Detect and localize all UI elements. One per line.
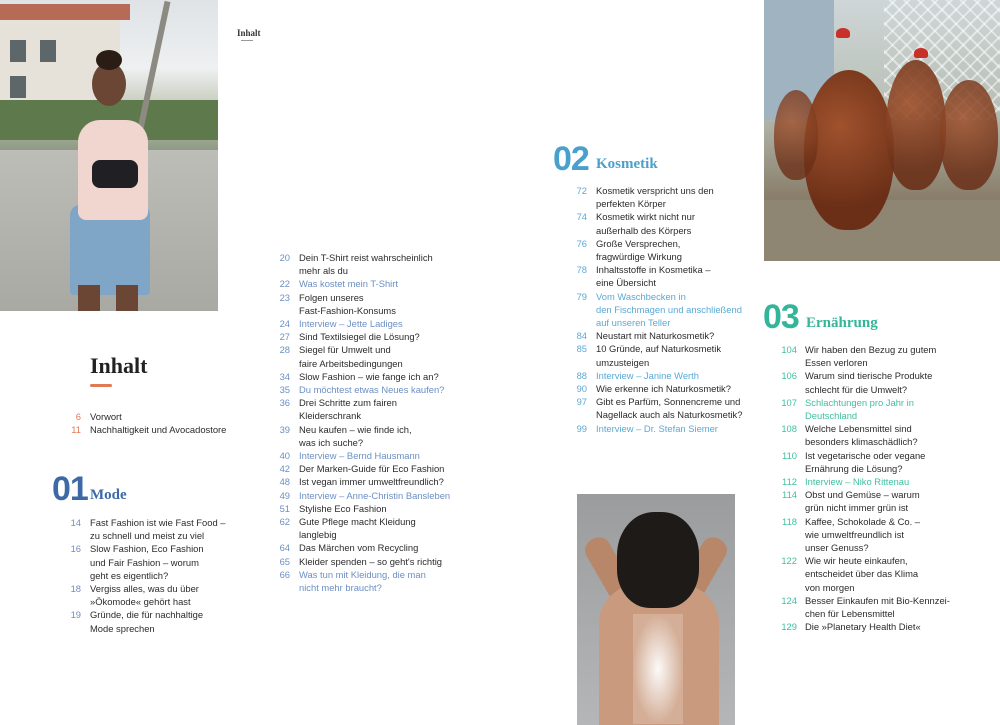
toc-entry-text: Obst und Gemüse – warum grün nicht immer grün ist: [805, 489, 920, 514]
toc-page-number: 124: [781, 594, 797, 606]
toc-entry: [270, 251, 460, 277]
toc-entry: [567, 342, 757, 368]
toc-entry: [770, 369, 970, 395]
toc-entry: [60, 423, 230, 436]
toc-entry-text: Inhaltsstoffe in Kosmetika – eine Übersicht: [596, 264, 711, 289]
running-head-rule: [241, 40, 253, 41]
section-title-mode: Mode: [90, 487, 127, 503]
toc-entry-text: Was kostet mein T-Shirt: [299, 278, 398, 290]
toc-page-number: 72: [576, 185, 587, 196]
toc-entry: [60, 410, 230, 423]
toc-entry: [567, 263, 757, 289]
toc-entry: [567, 237, 757, 263]
toc-entry: [567, 329, 757, 342]
toc-page-number: 48: [279, 476, 290, 488]
toc-entry: [270, 502, 460, 515]
toc-entry: [270, 555, 460, 568]
toc-page-number: 51: [279, 502, 290, 514]
toc-page-number: 28: [279, 344, 290, 356]
toc-entry: [270, 277, 460, 290]
toc-page-number: 88: [576, 369, 587, 381]
toc-entry: [270, 330, 460, 343]
toc-entry: [270, 343, 460, 369]
toc-page-number: 90: [576, 383, 587, 395]
toc-entry: [770, 449, 970, 475]
toc-entry-text: Was tun mit Kleidung, die man nicht mehr braucht?: [299, 568, 426, 594]
toc-entry: [270, 449, 460, 462]
shower-photo: [577, 494, 735, 725]
section-title-kosmetik: Kosmetik: [596, 156, 658, 172]
toc-entry-text: Wie wir heute einkaufen, entscheidet über das Klima von morgen: [805, 555, 919, 593]
toc-entry-text: Stylishe Eco Fashion: [299, 502, 387, 514]
toc-page-number: 39: [279, 423, 290, 435]
toc-page-number: 27: [279, 331, 290, 343]
toc-entry: [770, 515, 970, 555]
toc-entry-text: Kosmetik verspricht uns den perfekten Körper: [596, 185, 714, 210]
toc-entry: [770, 422, 970, 448]
title-accent-bar: [90, 384, 112, 387]
intro-list: [60, 410, 230, 436]
toc-entry-text: Gute Pflege macht Kleidung langlebig: [299, 516, 416, 541]
mode-list-continued: [270, 251, 460, 594]
toc-entry: [770, 396, 970, 422]
toc-entry: [270, 317, 460, 330]
toc-page-number: 36: [279, 397, 290, 409]
toc-entry-text: Neu kaufen – wie finde ich, was ich suche?: [299, 423, 412, 448]
toc-page-number: 107: [781, 396, 797, 408]
toc-entry: [270, 370, 460, 383]
section-number-kosmetik: 02: [553, 140, 589, 178]
toc-page-number: 79: [576, 290, 587, 302]
toc-page-number: 6: [75, 411, 81, 422]
toc-entry-text: Interview – Jette Ladiges: [299, 318, 403, 330]
toc-page-number: 104: [781, 344, 797, 355]
toc-page-number: 85: [576, 343, 587, 355]
toc-entry-text: Drei Schritte zum fairen Kleiderschrank: [299, 397, 397, 422]
toc-entry-text: Warum sind tierische Produkte schlecht für die Umwelt?: [805, 370, 933, 395]
toc-page-number: 22: [279, 278, 290, 290]
toc-entry-text: Fast Fashion ist wie Fast Food – zu schnell und meist zu viel: [90, 517, 226, 542]
toc-entry-text: Interview – Niko Rittenau: [805, 476, 910, 488]
mode-list: [60, 516, 240, 635]
toc-entry-text: Slow Fashion, Eco Fashion und Fair Fashion – worum geht es eigentlich?: [90, 543, 204, 581]
toc-page-number: 18: [70, 583, 81, 595]
toc-page-number: 19: [70, 609, 81, 621]
toc-entry-text: Du möchtest etwas Neues kaufen?: [299, 384, 445, 396]
toc-entry-text: Dein T-Shirt reist wahrscheinlich mehr als du: [299, 252, 433, 277]
toc-page-number: 114: [782, 489, 797, 501]
toc-page-number: 16: [70, 543, 81, 555]
toc-entry: [270, 489, 460, 502]
toc-entry: [567, 369, 757, 382]
toc-entry: [567, 395, 757, 421]
toc-page-number: 108: [781, 423, 797, 435]
toc-page-number: 110: [782, 449, 797, 461]
toc-entry-text: Vom Waschbecken in den Fischmagen und anschließend auf unseren Teller: [596, 290, 742, 329]
toc-entry: [567, 290, 757, 330]
toc-entry: [270, 291, 460, 317]
toc-entry: [270, 541, 460, 554]
toc-entry: [770, 343, 970, 369]
toc-page-number: 97: [576, 396, 587, 408]
toc-entry: [60, 582, 240, 608]
toc-entry-text: Kleider spenden – so geht's richtig: [299, 555, 443, 567]
toc-entry-text: Folgen unseres Fast-Fashion-Konsums: [299, 291, 396, 316]
section-title-ernaehrung: Ernährung: [806, 315, 878, 331]
toc-entry: [270, 515, 460, 541]
toc-entry-text: Wir haben den Bezug zu gutem Essen verloren: [805, 344, 937, 369]
toc-entry-text: Die »Planetary Health Diet«: [805, 621, 921, 633]
toc-entry-text: Kaffee, Schokolade & Co. – wie umweltfreundlich ist unser Genuss?: [805, 515, 921, 554]
toc-entry: [60, 542, 240, 582]
toc-entry-text: Große Versprechen, fragwürdige Wirkung: [596, 237, 682, 263]
toc-entry: [770, 488, 970, 514]
toc-entry-text: Neustart mit Naturkosmetik?: [596, 330, 715, 342]
toc-page-number: 106: [781, 370, 797, 382]
toc-entry-text: Wie erkenne ich Naturkosmetik?: [596, 383, 731, 395]
toc-entry-text: Ist vegan immer umweltfreundlich?: [299, 476, 444, 488]
toc-entry: [270, 383, 460, 396]
chickens-photo: [764, 0, 1000, 261]
toc-entry-text: Interview – Dr. Stefan Siemer: [596, 422, 718, 434]
toc-page-number: 129: [781, 621, 797, 633]
toc-page-number: 20: [279, 252, 290, 263]
toc-entry-text: Interview – Bernd Hausmann: [299, 450, 420, 462]
toc-entry-text: Gibt es Parfüm, Sonnencreme und Nagellack auch als Naturkosmetik?: [596, 396, 743, 421]
toc-page-number: 24: [279, 318, 290, 330]
toc-page-number: 78: [576, 264, 587, 276]
toc-page-number: 40: [279, 450, 290, 462]
toc-entry: [270, 423, 460, 449]
toc-entry: [270, 462, 460, 475]
page-title: Inhalt: [90, 353, 148, 378]
toc-entry-text: Siegel für Umwelt und faire Arbeitsbedingungen: [299, 344, 403, 369]
toc-page-number: 34: [279, 370, 290, 382]
toc-page-number: 23: [279, 291, 290, 303]
section-number-mode: 01: [52, 470, 88, 508]
toc-entry-text: 10 Gründe, auf Naturkosmetik umzusteigen: [596, 343, 722, 368]
toc-entry: [270, 396, 460, 422]
toc-page-number: 66: [279, 568, 290, 580]
toc-page-number: 99: [576, 422, 587, 434]
running-head: Inhalt: [237, 28, 261, 38]
toc-entry: [567, 184, 757, 210]
toc-entry-text: Slow Fashion – wie fange ich an?: [299, 370, 439, 382]
kosmetik-list: [567, 184, 757, 435]
toc-page-number: 84: [576, 330, 587, 342]
toc-entry: [567, 210, 757, 236]
toc-page-number: 112: [782, 476, 797, 488]
toc-page-number: 64: [279, 542, 290, 554]
toc-entry-text: Nachhaltigkeit und Avocadostore: [90, 424, 227, 436]
toc-entry: [567, 382, 757, 395]
toc-entry-text: Interview – Janine Werth: [596, 369, 700, 381]
toc-entry-text: Ist vegetarische oder vegane Ernährung die Lösung?: [805, 449, 926, 474]
toc-page-number: 122: [781, 555, 797, 567]
toc-page-number: 35: [279, 384, 290, 396]
ernaehrung-list: [770, 343, 970, 633]
toc-page-number: 11: [71, 424, 81, 436]
toc-entry: [60, 608, 240, 634]
toc-page-number: 118: [782, 515, 797, 527]
toc-entry: [567, 422, 757, 435]
toc-page-number: 42: [279, 463, 290, 475]
toc-entry-text: Das Märchen vom Recycling: [299, 542, 419, 554]
toc-entry: [770, 475, 970, 488]
toc-entry: [60, 516, 240, 542]
toc-entry-text: Vergiss alles, was du über »Ökomode« gehört hast: [90, 583, 199, 608]
toc-entry-text: Sind Textilsiegel die Lösung?: [299, 331, 420, 343]
fashion-photo: [0, 0, 218, 311]
toc-entry: [770, 620, 970, 633]
toc-entry-text: Schlachtungen pro Jahr in Deutschland: [805, 396, 914, 422]
toc-page-number: 74: [576, 211, 587, 223]
toc-entry: [770, 594, 970, 620]
toc-entry-text: Kosmetik wirkt nicht nur außerhalb des Körpers: [596, 211, 695, 236]
toc-page-number: 76: [576, 237, 587, 249]
toc-entry-text: Besser Einkaufen mit Bio-Kennzei- chen für Lebensmittel: [805, 594, 950, 620]
toc-page-number: 49: [279, 489, 290, 501]
toc-entry-text: Vorwort: [90, 411, 122, 422]
toc-entry-text: Der Marken-Guide für Eco Fashion: [299, 463, 445, 475]
section-number-ernaehrung: 03: [763, 298, 799, 336]
toc-entry-text: Gründe, die für nachhaltige Mode sprechen: [90, 609, 204, 634]
toc-entry: [770, 554, 970, 594]
toc-entry-text: Welche Lebensmittel sind besonders klimaschädlich?: [805, 423, 918, 448]
toc-entry-text: Interview – Anne-Christin Bansleben: [299, 489, 451, 501]
toc-page-number: 65: [279, 555, 290, 567]
toc-page-number: 14: [70, 517, 81, 528]
toc-entry: [270, 475, 460, 488]
toc-entry: [270, 568, 460, 594]
toc-page-number: 62: [279, 516, 290, 528]
